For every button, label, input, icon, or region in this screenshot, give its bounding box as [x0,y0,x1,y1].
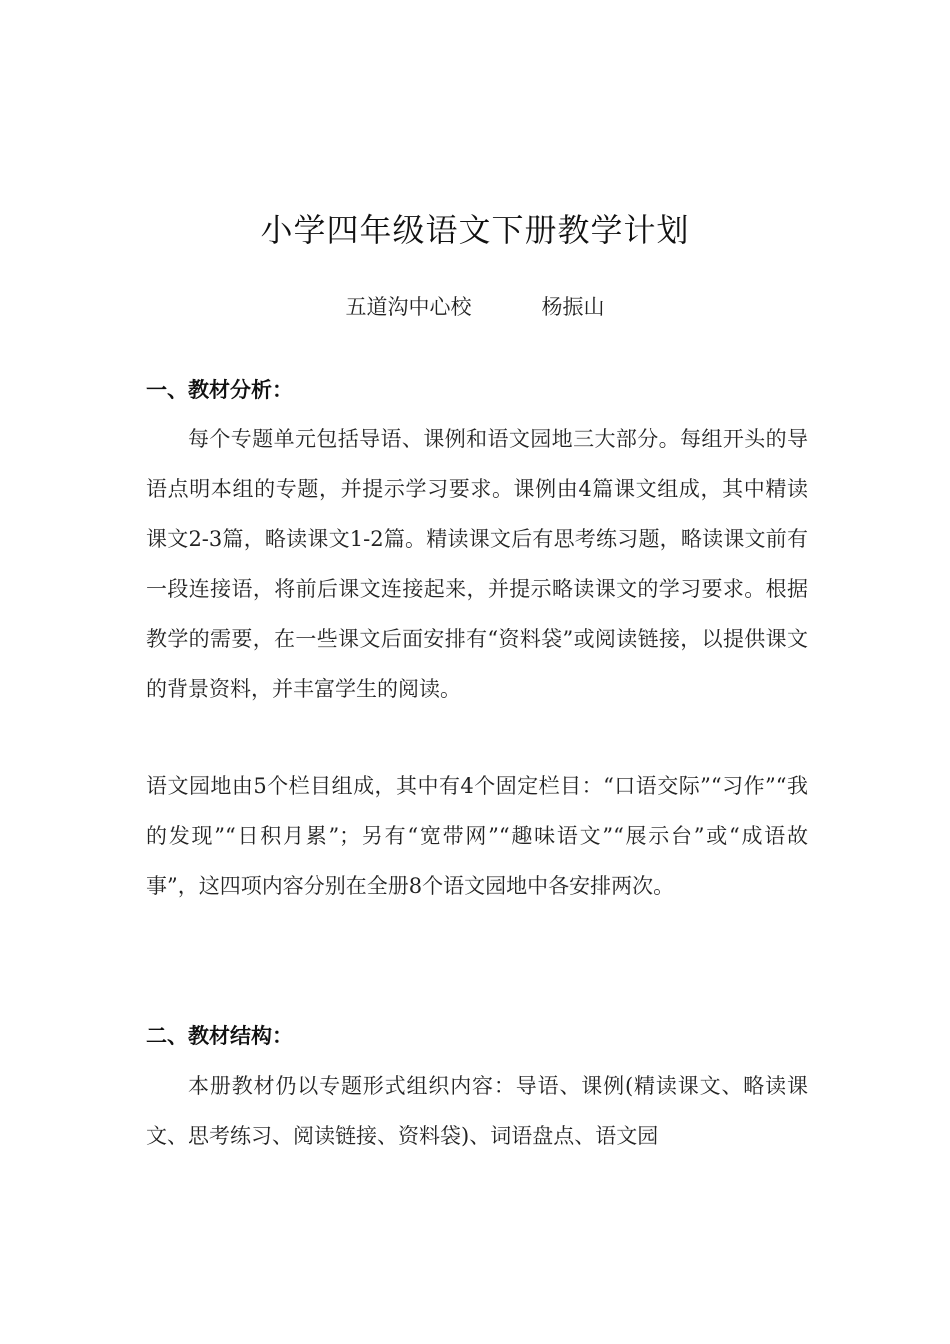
section-heading-textbook-analysis: 一、教材分析： [146,377,293,402]
byline [0,290,950,324]
paragraph-unit-structure: 每个专题单元包括导语、课例和语文园地三大部分。每组开头的导语点明本组的专题，并提示学习要求。课例由4篇课文组成，其中精读课文2-3篇，略读课文1-2篇。精读课文后有思考练习题，略读课文前有一段连接语，将前后课文连接起来，并提示略读课文的学习要求。根据教学的需要，在一些课文后面安排有“资料袋”或阅读链接，以提供课文的背景资料，并丰富学生的阅读。 [146,427,808,701]
paragraph-chinese-garden: 语文园地由5个栏目组成，其中有4个固定栏目：“口语交际”“习作”“我的发现”“日积月累”；另有“宽带网”“趣味语文”“展示台”或“成语故事”，这四项内容分别在全册8个语文园地中各安排两次。 [146,774,808,898]
school-name: 五道沟中心校 [345,295,472,319]
paragraph-textbook-structure: 本册教材仍以专题形式组织内容：导语、课例(精读课文、略读课文、思考练习、阅读链接、资料袋)、词语盘点、语文园 [146,1074,808,1148]
author-name: 杨振山 [541,295,605,319]
document-title: 小学四年级语文下册教学计划 [260,211,690,249]
section-heading-textbook-structure: 二、教材结构： [146,1023,293,1048]
